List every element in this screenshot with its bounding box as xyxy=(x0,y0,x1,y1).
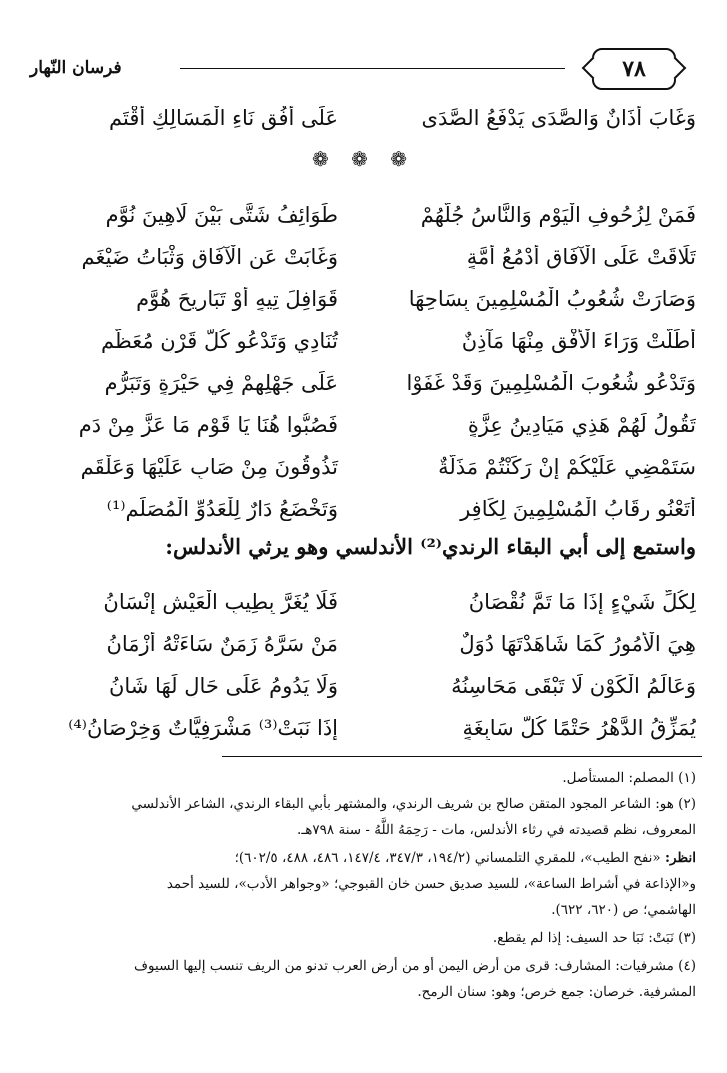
verse-first-hemistich: وَعَالَمُ الْكَوْنِ لَا تَبْقَى مَحَاسِنُهُ xyxy=(451,674,696,698)
footnote-4-line-2: المشرفية. خرصان: جمع خرص؛ وهو: سنان الرمح. xyxy=(417,984,696,1000)
verse-line xyxy=(32,279,696,319)
verse-line xyxy=(32,195,696,235)
verse-second-hemistich: مَنْ سَرَّهُ زَمَنٌ سَاءَتْهُ أَزْمَانُ xyxy=(106,632,338,656)
verse-second-hemistich: قَوَافِلَ تِيهٍ أَوْ تَبَارِيحَ هُوَّمِ xyxy=(136,287,338,311)
verse-first-hemistich: وَتَدْعُو شُعُوبَ الْمُسْلِمِينَ وَقَدْ غَفَوْا xyxy=(406,371,696,395)
running-title: فرسان النّهار xyxy=(30,58,122,78)
footnote-3: (٣) نَبَتْ: نَبَا حد السيف: إذا لم يقطع. xyxy=(492,930,696,946)
footnote-separator xyxy=(222,756,702,757)
verse-first-hemistich: لِكُلِّ شَيْءٍ إِذَا مَا تَمَّ نُقْصَانُ xyxy=(468,590,696,614)
footnote-2-line-5: الهاشمي؛ ص (٦٢٠، ٦٢٢). xyxy=(551,902,696,918)
footnote-2-line-4: و«الإذاعة في أشراط الساعة»، للسيد صديق حسن خان القبوجي؛ «وجواهر الأدب»، للسيد أحمد xyxy=(166,876,696,892)
verse-first-hemistich: أَتَعْنُو رِقَابُ الْمُسْلِمِينَ لِكَافِرٍ xyxy=(460,497,696,521)
verse-second-hemistich: تَذُوقُونَ مِنْ صَابٍ عَلَيْهَا وَعَلْقَمِ xyxy=(80,455,338,479)
verse-line xyxy=(32,489,696,529)
verse-second-hemistich: وَتَخْضَعُ دَارٌ لِلْعَدُوِّ الْمُصَلِّمِ⁽¹⁾ xyxy=(106,497,338,521)
verse-line xyxy=(32,98,696,138)
see-also-label: انظر: xyxy=(664,850,696,866)
footnote-2-line-1: (٢) هو: الشاعر المجود المتقن صالح بن شريف الرندي، والمشتهر بأبي البقاء الرندي، الشاعر الأندلسي xyxy=(131,796,696,812)
page-number: ٧٨ xyxy=(622,56,646,82)
verse-first-hemistich: أَطَلَّتْ وَرَاءَ الْأُفْقِ مِنْهَا مَآذِنٌ xyxy=(461,329,696,353)
verse-line xyxy=(32,237,696,277)
footnote-2-line-3 xyxy=(36,846,696,870)
footnote-4-line-1: (٤) مشرفيات: المشارف: قرى من أرض اليمن أو من أرض العرب تدنو من الريف تنسب إليها السيوف xyxy=(134,958,696,974)
verse-second-hemistich: فَصُبُّوا هُنَا يَا قَوْمِ مَا عَزَّ مِنْ دَمِ xyxy=(78,413,338,437)
verse-line xyxy=(32,447,696,487)
verse-second-hemistich: إِذَا نَبَتْ⁽³⁾ مَشْرَفِيَّاتٌ وَخِرْصَانُ⁽⁴⁾ xyxy=(68,716,338,740)
verse-first-hemistich: وَصَارَتْ شُعُوبُ الْمُسْلِمِينَ بِسَاحِهَا xyxy=(408,287,696,311)
verse-line xyxy=(32,708,696,748)
verse-first-hemistich: هِيَ الْأُمُورُ كَمَا شَاهَدْتَهَا دُوَلٌ xyxy=(459,632,696,656)
verse-first-hemistich: فَمَنْ لِزُحُوفِ الْيَوْمِ وَالنَّاسُ جُلُّهُمْ xyxy=(420,203,696,227)
verse-first-hemistich: سَتَمْضِي عَلَيْكُمْ إِنْ رَكَنْتُمْ مَذَلَّةٌ xyxy=(438,455,696,479)
verse-line xyxy=(32,363,696,403)
section-separator: ❁ ❁ ❁ xyxy=(312,147,415,171)
verse-first-hemistich: تَلَاقَتْ عَلَى الْآفَاقِ أَدْمُعُ أُمَّةٍ xyxy=(466,245,696,269)
verse-line xyxy=(32,666,696,706)
verse-second-hemistich: طَوَائِفُ شَتَّى بَيْنَ لَاهِينَ نُوَّمِ xyxy=(105,203,338,227)
verse-first-hemistich: وَغَابَ أَذَانٌ وَالصَّدَى يَدْفَعُ الصَّدَى xyxy=(421,106,696,130)
footnote-1: (١) المصلم: المستأصل. xyxy=(562,770,696,786)
reference-text: «نفح الطيب»، للمقري التلمساني (١٩٤/٢، ٣٤٧/٣، ١٤٧/٤، ٤٨٦، ٤٨٨، ٦٠٢/٥)؛ xyxy=(234,850,661,866)
verse-line xyxy=(32,405,696,445)
verse-first-hemistich: يُمَزِّقُ الدَّهْرُ حَتْمًا كُلَّ سَابِغَةٍ xyxy=(462,716,696,740)
verse-second-hemistich: عَلَى أُفُقٍ نَاءِ الْمَسَالِكِ أَقْتَمِ xyxy=(109,106,338,130)
verse-line xyxy=(32,321,696,361)
verse-first-hemistich: تَقُولُ لَهُمْ هَذِي مَيَادِينُ عِزَّةٍ xyxy=(467,413,696,437)
page-number-badge xyxy=(592,48,676,90)
header-rule xyxy=(180,68,565,69)
footnote-2-line-2: المعروف، نظم قصيدته في رثاء الأندلس، مات - رَحِمَهُ اللَّهُ - سنة ٧٩٨هـ. xyxy=(297,822,696,838)
verse-line xyxy=(32,582,696,622)
verse-second-hemistich: تُنَادِي وَتَدْعُو كُلَّ قَرْنٍ مُعَظَّمِ xyxy=(101,329,338,353)
verse-second-hemistich: فَلَا يُغَرَّ بِطِيبِ الْعَيْشِ إِنْسَانُ xyxy=(103,590,338,614)
verse-second-hemistich: وَلَا يَدُومُ عَلَى حَالٍ لَهَا شَانُ xyxy=(108,674,338,698)
verse-second-hemistich: عَلَى جَهْلِهِمْ فِي حَيْرَةٍ وَتَبَرُّمِ xyxy=(104,371,338,395)
verse-second-hemistich: وَغَابَتْ عَنِ الْآفَاقِ وَثْبَاتُ ضَيْغَمِ xyxy=(81,245,338,269)
prose-paragraph: واستمع إلى أبي البقاء الرندي⁽²⁾ الأندلسي وهو يرثي الأندلس: xyxy=(165,534,696,559)
verse-line xyxy=(32,624,696,664)
